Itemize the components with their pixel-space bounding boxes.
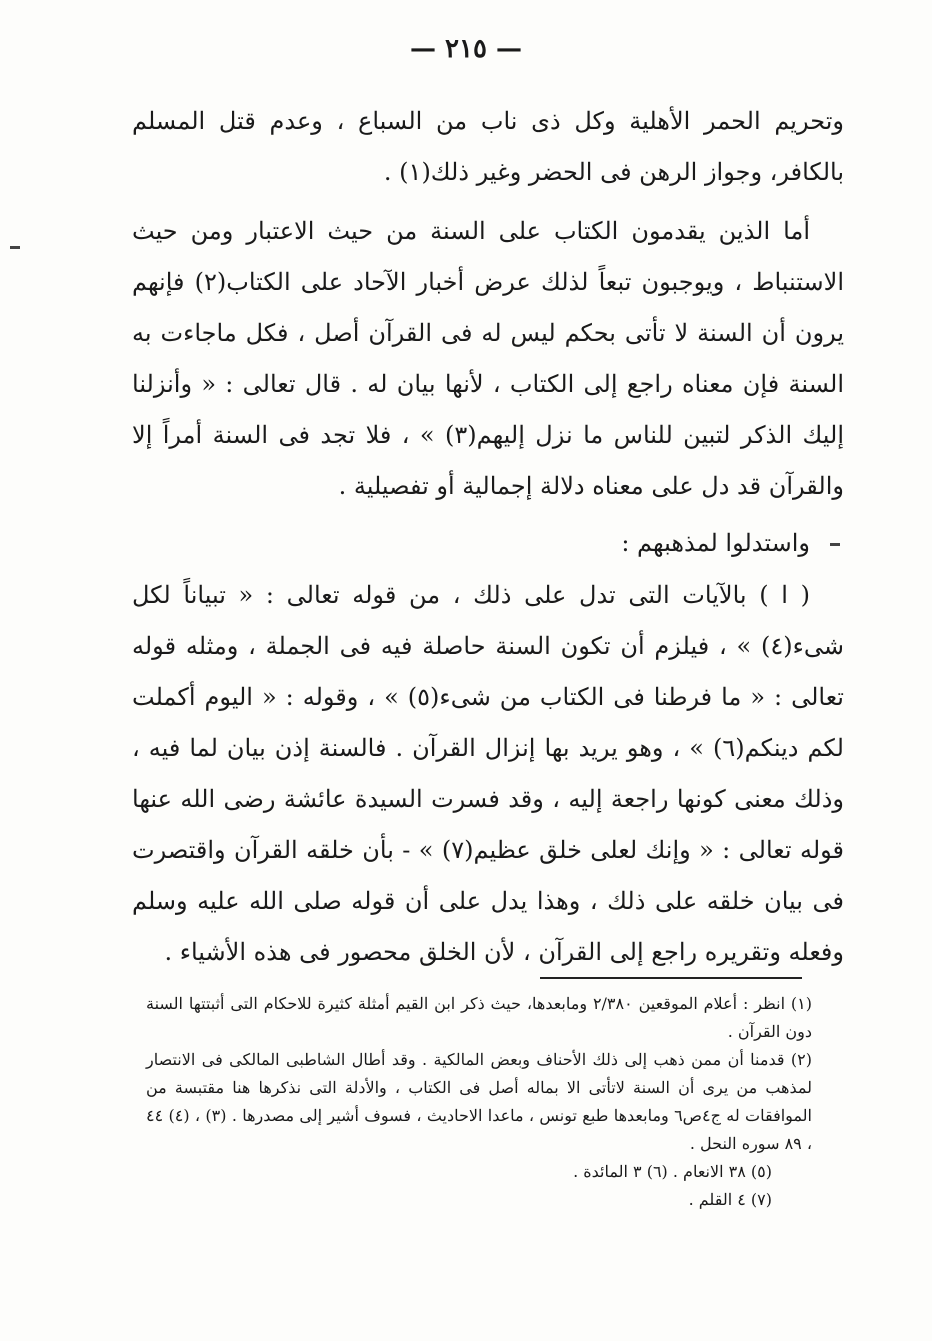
paragraph-text: ( ا ) بالآيات التى تدل على ذلك ، من قوله تعالى : « تبياناً لكل شىء(٤) » ، فيلزم أن تكون السنة حاصلة فيه فى الجملة ، ومثله قوله تعالى : « ما فرطنا فى الكتاب من شىء(٥) » ، وقوله : « اليوم أكملت لكم دينكم(٦) » ، وهو يريد بها إنزال القرآن . فالسنة إذن بيان لما فيه ، وذلك معنى كونها راجعة إليه ، وقد فسرت السيدة عائشة رضى الله عنها قوله تعالى : « وإنك لعلى خلق عظيم(٧) » - بأن خلقه القرآن واقتصرت فى بيان خلقه على ذلك ، وهذا يدل على أن قوله صلى الله عليه وسلم وفعله وتقريره راجع إلى القرآن ، لأن الخلق محصور فى هذه الأشياء . — [132, 581, 844, 966]
section-heading: واستدلوا لمذهبهم : — [621, 529, 810, 557]
paragraph-2 — [132, 206, 844, 512]
footnote-5-6: (٥) ٣٨ الانعام . (٦) ٣ المائدة . — [573, 1162, 772, 1181]
paragraph-1 — [132, 96, 844, 198]
paragraph-3 — [132, 518, 844, 569]
margin-mark-right — [830, 543, 840, 546]
paragraph-text: وتحريم الحمر الأهلية وكل ذى ناب من السباع ، وعدم قتل المسلم بالكافر، وجواز الرهن فى الحضر وغير ذلك(١) . — [132, 107, 844, 186]
margin-mark-left — [10, 246, 20, 249]
page-number: — ٢١٥ — — [409, 34, 523, 64]
footnotes — [146, 990, 834, 1214]
paragraph-4 — [132, 570, 844, 978]
footnote-1: (١) انظر : أعلام الموقعين ٢/٣٨٠ ومابعدها، حيث ذكر ابن القيم أمثلة كثيرة للاحكام التى أثبتتها السنة دون القرآن . — [146, 994, 812, 1041]
footnote-2: (٢) قدمنا أن ممن ذهب إلى ذلك الأحناف وبعض المالكية . وقد أطال الشاطبى المالكى فى الانتصار لمذهب من يرى أن السنة لاتأتى الا بماله أصل فى الكتاب ، والأدلة التى نذكرها هنا مقتبسة من الموافقات له ج٤ص٦ ومابعدها طبع تونس ، ماعدا الاحاديث ، فسوف أشير إلى مصدرها . (٣) ، (٤) ٤٤ ، ٨٩ سوره النحل . — [146, 1050, 812, 1153]
footnote-separator — [540, 977, 802, 979]
footnote-7: (٧) ٤ القلم . — [688, 1190, 772, 1209]
paragraph-text: أما الذين يقدمون الكتاب على السنة من حيث الاعتبار ومن حيث الاستنباط ، ويوجبون تبعاً لذلك عرض أخبار الآحاد على الكتاب(٢) فإنهم يرون أن السنة لا تأتى بحكم ليس له فى القرآن أصل ، فكل ماجاءت به السنة فإن معناه راجع إلى الكتاب ، لأنها بيان له . قال تعالى : « وأنزلنا إليك الذكر لتبين للناس ما نزل إليهم(٣) » ، فلا تجد فى السنة أمراً إلا والقرآن قد دل على معناه دلالة إجمالية أو تفصيلية . — [132, 217, 844, 500]
